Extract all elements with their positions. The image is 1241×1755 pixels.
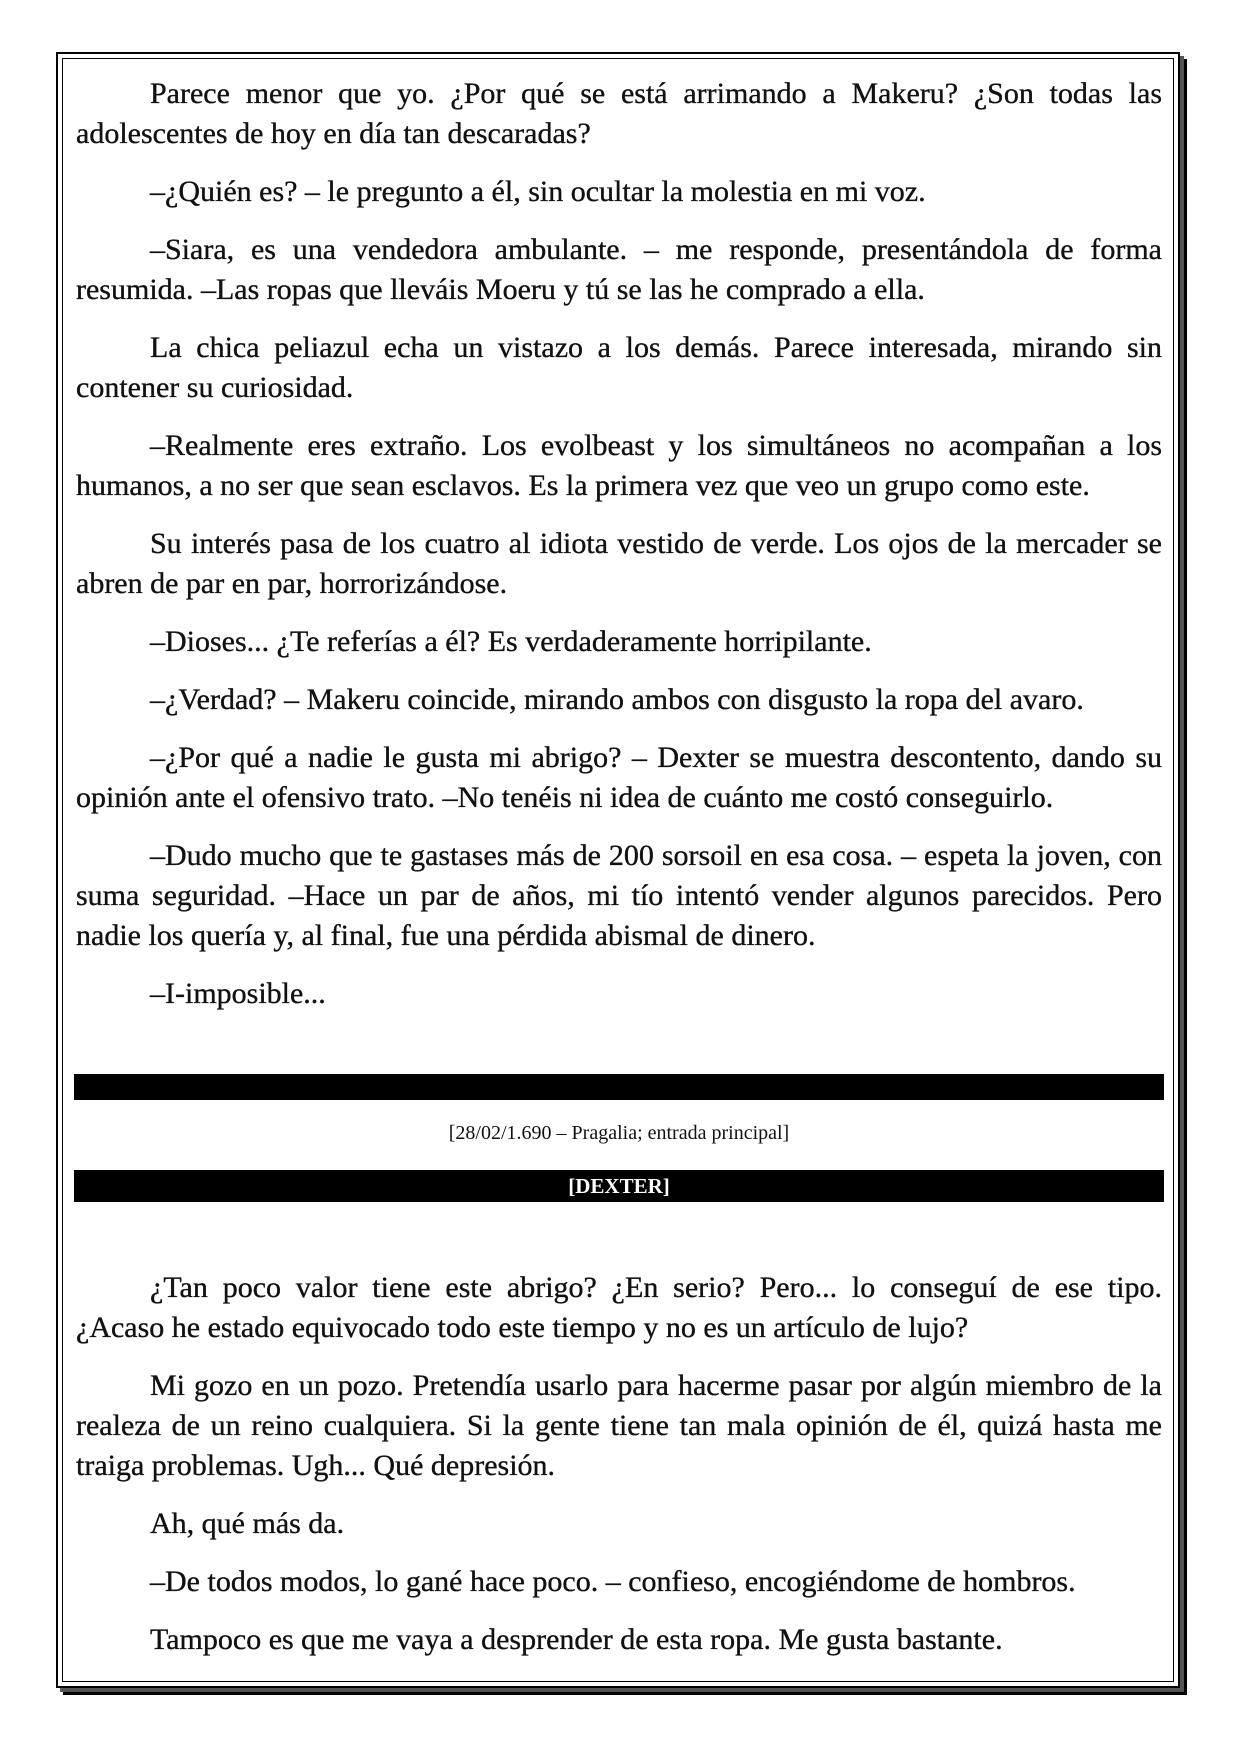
paragraph: La chica peliazul echa un vistazo a los demás. Parece interesada, mirando sin contener su curiosidad.	[76, 331, 1162, 404]
paragraph: –¿Por qué a nadie le gusta mi abrigo? – Dexter se muestra descontento, dando su opinión ante el ofensivo trato. –No tenéis ni idea de cuánto me costó conseguirlo.	[76, 741, 1162, 814]
scene-header: [28/02/1.690 – Pragalia; entrada principal]	[448, 1122, 790, 1144]
story-text-top	[76, 74, 1162, 1032]
pov-label: [DEXTER]	[74, 1170, 1164, 1202]
paragraph: Mi gozo en un pozo. Pretendía usarlo para hacerme pasar por algún miembro de la realeza de un reino cualquiera. Si la gente tiene tan mala opinión de él, quizá hasta me traiga problemas. Ugh... Qué depresión.	[76, 1369, 1162, 1482]
paragraph: –Dudo mucho que te gastases más de 200 sorsoil en esa cosa. – espeta la joven, con suma seguridad. –Hace un par de años, mi tío intentó vender algunos parecidos. Pero nadie los quería y, al final, fue una pérdida abismal de dinero.	[76, 839, 1162, 952]
paragraph: –¿Verdad? – Makeru coincide, mirando ambos con disgusto la ropa del avaro.	[150, 683, 1084, 716]
paragraph: Su interés pasa de los cuatro al idiota vestido de verde. Los ojos de la mercader se abren de par en par, horrorizándose.	[76, 527, 1162, 600]
paragraph: Tampoco es que me vaya a desprender de esta ropa. Me gusta bastante.	[150, 1623, 1003, 1656]
scene-divider-bar	[74, 1074, 1164, 1100]
paragraph: Parece menor que yo. ¿Por qué se está arrimando a Makeru? ¿Son todas las adolescentes de hoy en día tan descaradas?	[76, 77, 1162, 150]
paragraph: –Realmente eres extraño. Los evolbeast y los simultáneos no acompañan a los humanos, a no ser que sean esclavos. Es la primera vez que veo un grupo como este.	[76, 429, 1162, 502]
story-text-bottom	[76, 1268, 1162, 1678]
page-frame	[56, 52, 1180, 1688]
paragraph: Ah, qué más da.	[150, 1507, 345, 1540]
paragraph: –Dioses... ¿Te referías a él? Es verdaderamente horripilante.	[150, 625, 872, 658]
paragraph: –I-imposible...	[150, 977, 326, 1010]
paragraph: –De todos modos, lo gané hace poco. – confieso, encogiéndome de hombros.	[150, 1565, 1076, 1598]
paragraph: –Siara, es una vendedora ambulante. – me responde, presentándola de forma resumida. –Las ropas que lleváis Moeru y tú se las he comprado a ella.	[76, 233, 1162, 306]
paragraph: ¿Tan poco valor tiene este abrigo? ¿En serio? Pero... lo conseguí de ese tipo. ¿Acaso he estado equivocado todo este tiempo y no es un artículo de lujo?	[76, 1271, 1162, 1344]
paragraph: –¿Quién es? – le pregunto a él, sin ocultar la molestia en mi voz.	[150, 175, 926, 208]
